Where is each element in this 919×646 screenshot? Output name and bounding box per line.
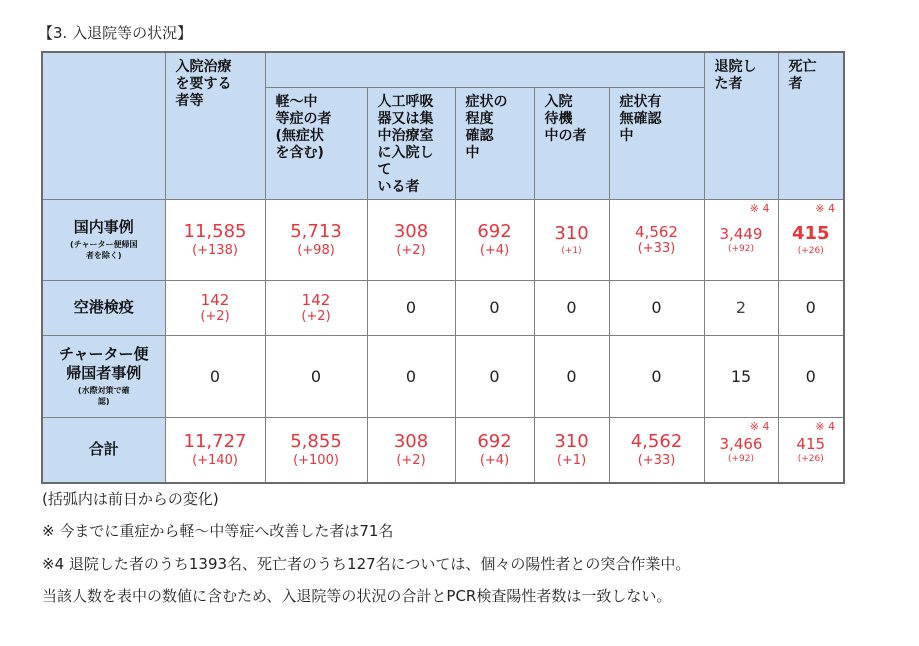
header-deaths: 死亡 者 [778,52,844,199]
cell-waiting: 310 (+1) [534,417,609,483]
table-row [42,280,844,335]
cell-inpatient: 142 (+2) [165,280,265,335]
table-row [42,417,844,483]
footnote-marker: ※ 4 [815,201,835,215]
cell-mild: 5,855 (+100) [265,417,367,483]
header-mild: 軽～中 等症の者 (無症状 を含む) [265,87,367,199]
header-waiting: 入院 待機 中の者 [534,87,609,199]
cell-checking: 692 (+4) [455,417,534,483]
section-title: 【3. 入退院等の状況】 [38,24,193,42]
cell-discharged: ※ 4 3,449 (+92) [704,199,778,280]
header-inpatient-group: 入院治療 を要する 者等 [165,52,265,199]
header-unconfirmed: 症状有 無確認 中 [609,87,704,199]
cell-deaths: ※ 4 415 (+26) [778,417,844,483]
corner-header-cell [42,52,165,199]
table-row [42,199,844,280]
cell-deaths: ※ 4 415 (+26) [778,199,844,280]
table-row [42,335,844,417]
footnote-parentheses: (括弧内は前日からの変化) [42,490,219,508]
footnote-improved: ※ 今までに重症から軽～中等症へ改善した者は71名 [42,522,394,540]
footnote-marker: ※ 4 [749,419,770,433]
cell-deaths: 0 [778,280,844,335]
header-discharged: 退院し た者 [704,52,778,199]
footnote-marker: ※ 4 [749,201,770,215]
cell-mild: 0 [265,335,367,417]
cell-checking: 692 (+4) [455,199,534,280]
cell-deaths: 0 [778,335,844,417]
cell-waiting: 0 [534,335,609,417]
footnote-4: ※4 退院した者のうち1393名、死亡者のうち127名については、個々の陽性者との突合作業中。 [42,555,691,573]
cell-discharged: 2 [704,280,778,335]
footnote-4-continued: 当該人数を表中の数値に含むため、入退院等の状況の合計とPCR検査陽性者数は一致しない。 [42,587,672,605]
cell-waiting: 0 [534,280,609,335]
cell-inpatient: 11,585 (+138) [165,199,265,280]
cell-inpatient: 0 [165,335,265,417]
cell-discharged: 15 [704,335,778,417]
cell-mild: 142 (+2) [265,280,367,335]
cell-unconfirmed: 0 [609,335,704,417]
cell-inpatient: 11,727 (+140) [165,417,265,483]
footnote-marker: ※ 4 [815,419,835,433]
row-label-domestic: 国内事例 (チャーター便帰国 者を除く) [42,199,165,280]
header-inpatient-breakdown [265,52,704,87]
header-ventilator: 人工呼吸 器又は集 中治療室 に入院して いる者 [367,87,455,199]
cell-checking: 0 [455,335,534,417]
cell-unconfirmed: 4,562 (+33) [609,199,704,280]
cell-ventilator: 308 (+2) [367,199,455,280]
cell-mild: 5,713 (+98) [265,199,367,280]
row-label-charter: チャーター便 帰国者事例 (水際対策で確 認) [42,335,165,417]
cell-waiting: 310 (+1) [534,199,609,280]
cell-ventilator: 0 [367,335,455,417]
hospitalization-status-table [41,51,845,484]
cell-discharged: ※ 4 3,466 (+92) [704,417,778,483]
header-checking: 症状の 程度 確認 中 [455,87,534,199]
cell-ventilator: 308 (+2) [367,417,455,483]
cell-unconfirmed: 0 [609,280,704,335]
row-label-total: 合計 [42,417,165,483]
cell-unconfirmed: 4,562 (+33) [609,417,704,483]
cell-ventilator: 0 [367,280,455,335]
cell-checking: 0 [455,280,534,335]
row-label-airport: 空港検疫 [42,280,165,335]
